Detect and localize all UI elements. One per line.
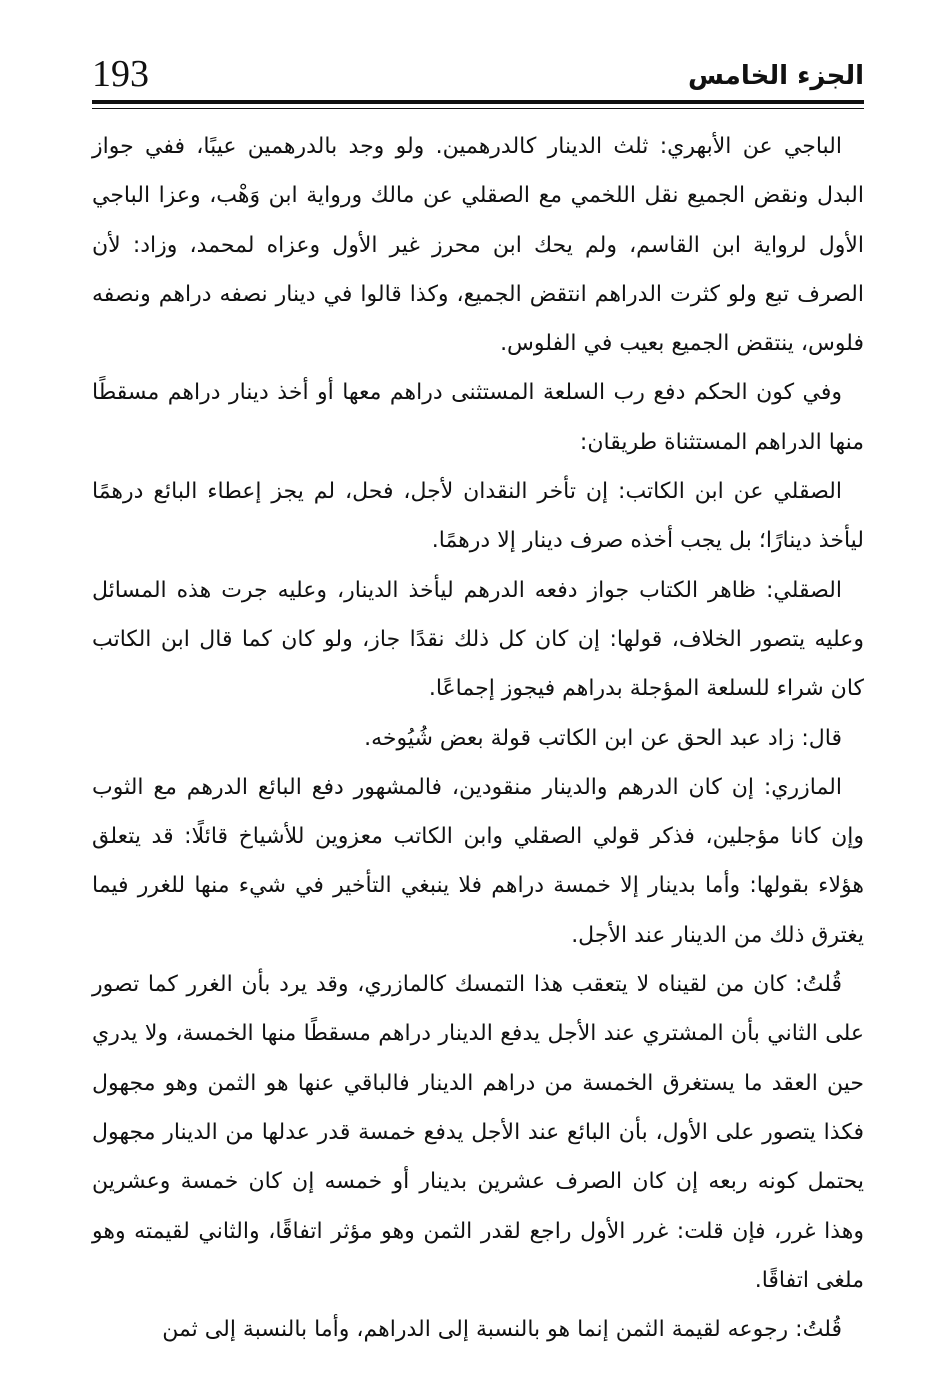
running-title: الجزء الخامس: [688, 61, 864, 91]
page-number: 193: [92, 53, 149, 95]
paragraph-8: قُلتُ: رجوعه لقيمة الثمن إنما هو بالنسبة إلى الدراهم، وأما بالنسبة إلى ثمن: [162, 1317, 842, 1343]
header-rule-thin: [92, 108, 864, 109]
header-rule-thick: [92, 100, 864, 104]
paragraph-7: قُلتُ: كان من لقيناه لا يتعقب هذا التمسك كالمازري، وقد يرد بأن الغرر كما تصور على الثاني بأن المشتري عند الأجل يدفع الدينار دراهم مسقطًا منها الخمسة، ولا يدري حين العقد ما يستغرق الخمسة من دراهم الدينار فالباقي عنها هو الثمن وهو مجهول فكذا يتصور على الأول، بأن البائع عند الأجل يدفع خمسة قدر عدلها من الدينار مجهول يحتمل كونه ربعه إن كان الصرف عشرين بدينار أو خمسه إن كان خمسة وعشرين وهذا غرر، فإن قلت: غرر الأول راجع لقدر الثمن وهو مؤثر اتفاقًا، والثاني لقيمته وهو ملغى اتفاقًا.: [92, 972, 864, 1293]
paragraph-5: قال: زاد عبد الحق عن ابن الكاتب قولة بعض شُيُوخه.: [364, 725, 842, 751]
body-text: [92, 122, 864, 1354]
paragraph-4: الصقلي: ظاهر الكتاب جواز دفعه الدرهم ليأخذ الدينار، وعليه جرت هذه المسائل وعليه يتصور الخلاف، قولها: إن كان كل ذلك نقدًا جاز، ولو كان كما قال ابن الكاتب كان شراء للسلعة المؤجلة بدراهم فيجوز إجماعًا.: [92, 577, 864, 702]
paragraph-6: المازري: إن كان الدرهم والدينار منقودين، فالمشهور دفع البائع الدرهم مع الثوب وإن كانا مؤجلين، فذكر قولي الصقلي وابن الكاتب معزوين للأشياخ قائلًا: قد يتعلق هؤلاء بقولها: وأما بدينار إلا خمسة دراهم فلا ينبغي التأخير في شيء منها للغرر فيما يغترق ذلك من الدينار عند الأجل.: [92, 774, 864, 948]
paragraph-1: الباجي عن الأبهري: ثلث الدينار كالدرهمين. ولو وجد بالدرهمين عيبًا، ففي جواز البدل ونقض الجميع نقل اللخمي مع الصقلي عن مالك ورواية ابن وَهْب، وعزا الباجي الأول لرواية ابن القاسم، ولم يحك ابن محرز غير الأول وعزاه لمحمد، وزاد: لأن الصرف تبع ولو كثرت الدراهم انتقض الجميع، وكذا قالوا في دينار نصفه دراهم ونصفه فلوس، ينتقض الجميع بعيب في الفلوس.: [92, 134, 864, 357]
paragraph-3: الصقلي عن ابن الكاتب: إن تأخر النقدان لأجل، فحل، لم يجز إعطاء البائع درهمًا ليأخذ دينارًا؛ بل يجب أخذه صرف دينار إلا درهمًا.: [92, 479, 864, 554]
page-header: [92, 52, 864, 104]
paragraph-2: وفي كون الحكم دفع رب السلعة المستثنى دراهم معها أو أخذ دينار دراهم مسقطًا منها الدراهم المستثناة طريقان:: [92, 380, 864, 455]
